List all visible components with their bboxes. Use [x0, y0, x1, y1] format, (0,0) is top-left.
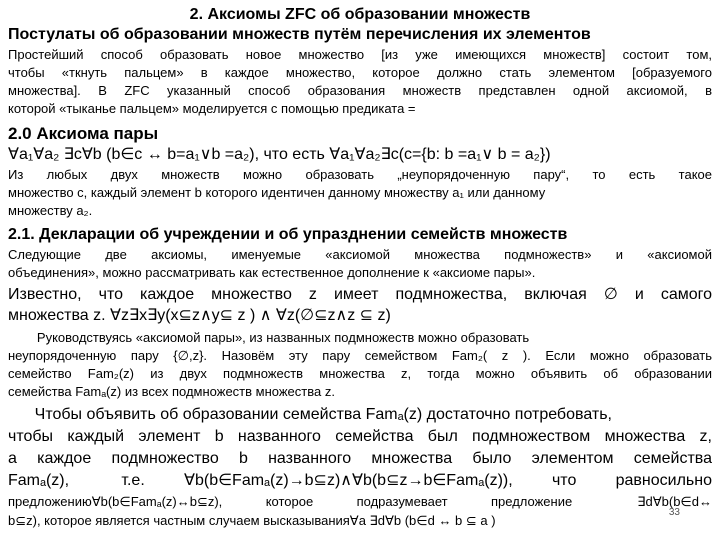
formula-pair: ∀a₁∀a₂ ∃c∀b (b∈c ↔ b=a₁∨b =a₂), что есть ∀a₁∀a₂∃c(c={b: b =a₁∨ b = a₂}): [8, 146, 551, 163]
paragraph-line: Известно, что каждое множество z имеет подмножества, включая ∅ и самого: [8, 286, 712, 303]
paragraph-line: множеству a₂.: [8, 204, 93, 218]
paragraph-line: b⊆z), которое является частным случаем высказывания∀a ∃d∀b (b∈d ↔ b ⊆ a ): [8, 514, 496, 528]
paragraph-line: неупорядоченную пару {∅,z}. Назовём эту пару семейством Fam₂( z ). Если можно образовать: [8, 349, 712, 363]
paragraph-line: а каждое подмножество b названного множества было элементом семейства: [8, 450, 712, 467]
paragraph-line: множества]. В ZFC указанный способ образования множеств представлен одной аксиомой, в: [8, 84, 712, 98]
formula-subsets: множества z. ∀z∃x∃y(x⊆z∧y⊆ z ) ∧ ∀z(∅⊆z∧z ⊆ z): [8, 307, 391, 324]
paragraph-line: чтобы каждый элемент b названного семейства был подмножеством множества z,: [8, 428, 712, 445]
paragraph-line: Из любых двух множеств можно образовать „неупорядоченную пару“, то есть такое: [8, 168, 712, 182]
heading-pair-axiom: 2.0 Аксиома пары: [8, 124, 159, 143]
paragraph-line: множество с, каждый элемент b которого идентичен данному множеству a₁ или данному: [8, 186, 546, 200]
paragraph-line: объединения», можно рассматривать как естественное дополнение к «аксиоме пары».: [8, 266, 536, 280]
paragraph-line: чтобы «ткнуть пальцем» в каждое множество, которое должно стать элементом [образуемого: [8, 66, 712, 80]
paragraph-line: семейства Famₐ(z) из всех подмножеств множества z.: [8, 385, 335, 399]
paragraph-line: семейство Fam₂(z) из двух подмножеств множества z, тогда можно объявить об образовании: [8, 367, 712, 381]
paragraph-line: Руководствуясь «аксиомой пары», из названных подмножеств можно образовать: [8, 331, 530, 345]
paragraph-line: предложению∀b(b∈Famₐ(z)↔b⊆z), которое подразумевает предложение ∃d∀b(b∈d↔: [8, 495, 712, 509]
paragraph-line: Простейший способ образовать новое множество [из уже имеющихся множеств] состоит том,: [8, 48, 712, 62]
slide-subtitle: Постулаты об образовании множеств путём перечисления их элементов: [8, 26, 591, 43]
heading-declarations: 2.1. Декларации об учреждении и об упразднении семейств множеств: [8, 226, 568, 243]
paragraph-line: которой «тыканье пальцем» моделируется с помощью предиката =: [8, 102, 416, 116]
paragraph-line: Следующие две аксиомы, именуемые «аксиомой множества подмножеств» и «аксиомой: [8, 248, 712, 262]
formula-family: Famₐ(z), т.е. ∀b(b∈Famₐ(z)→b⊆z)∧∀b(b⊆z→b∈Famₐ(z)), что равносильно: [8, 472, 712, 489]
page-number: 33: [668, 507, 680, 518]
slide-title: 2. Аксиомы ZFC об образовании множеств: [189, 6, 531, 23]
paragraph-line: Чтобы объявить об образовании семейства Famₐ(z) достаточно потребовать,: [8, 406, 612, 423]
